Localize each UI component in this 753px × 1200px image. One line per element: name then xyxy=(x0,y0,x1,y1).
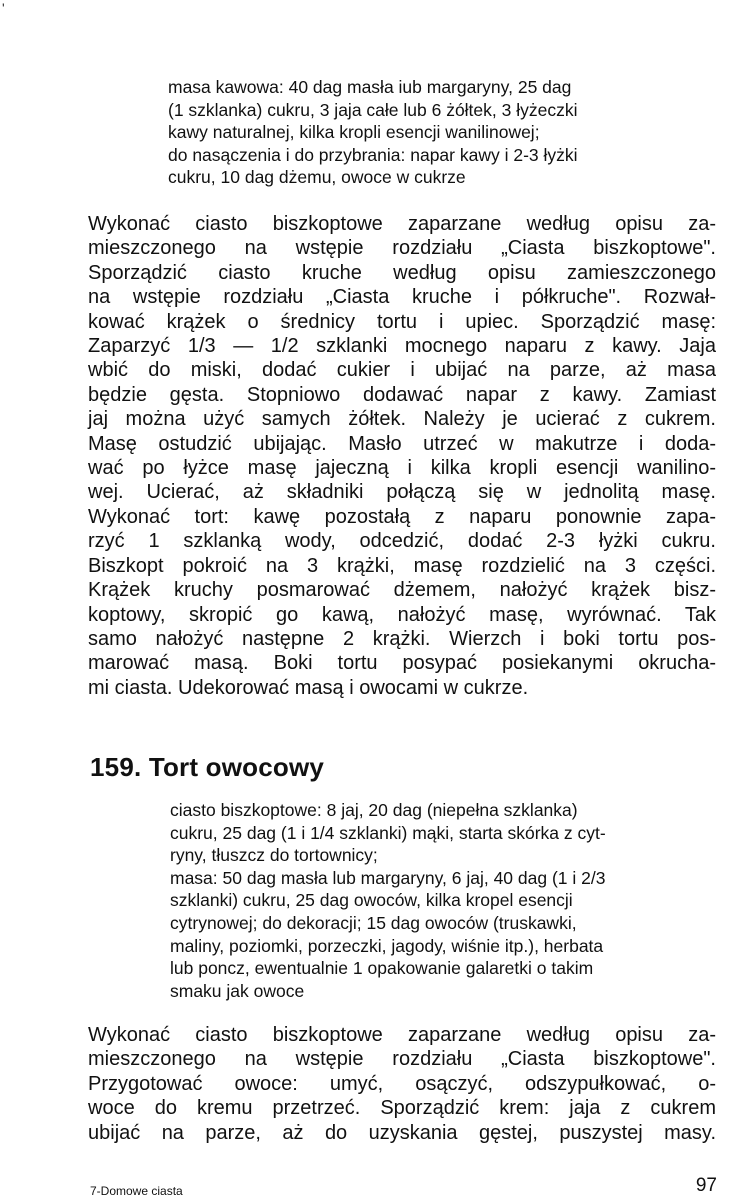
ingredients-block-1 xyxy=(168,76,716,189)
instruction-line: na wstępie rozdziału „Ciasta kruche i półkruche". Rozwał- xyxy=(88,286,716,309)
instruction-line: wej. Ucierać, aż składniki połączą się w jednolitą masę. xyxy=(88,481,716,504)
ingredients-paragraph xyxy=(170,799,716,867)
instruction-line: rzyć 1 szklanką wody, odcedzić, dodać 2-3 łyżki cukru. xyxy=(88,530,716,553)
signature-mark: 7-Domowe ciasta xyxy=(90,1184,183,1198)
instruction-line: wbić do miski, dodać cukier i ubijać na parze, aż masa xyxy=(88,359,716,382)
instruction-line: Biszkopt pokroić na 3 krążki, masę rozdzielić na 3 części. xyxy=(88,554,716,577)
instruction-line: mi ciasta. Udekorować masą i owocami w cukrze. xyxy=(88,676,529,699)
page-number: 97 xyxy=(695,1175,717,1196)
instruction-line: jaj można użyć samych żółtek. Należy je ucierać z cukrem. xyxy=(88,408,716,431)
instruction-line: mieszczonego na wstępie rozdziału „Ciasta biszkoptowe". xyxy=(88,1048,716,1071)
ingredients-paragraph xyxy=(168,76,716,144)
ingredient-line: ciasto biszkoptowe: 8 jaj, 20 dag (niepełna szklanka) xyxy=(170,800,578,820)
instruction-line: woce do kremu przetrzeć. Sporządzić krem: jaja z cukrem xyxy=(88,1097,716,1120)
instruction-line: Sporządzić ciasto kruche według opisu zamieszczonego xyxy=(88,261,716,284)
instruction-line: Zaparzyć 1/3 — 1/2 szklanki mocnego naparu z kawy. Jaja xyxy=(88,335,716,358)
instruction-line: mieszczonego na wstępie rozdziału „Ciasta biszkoptowe". xyxy=(88,237,716,260)
instruction-line: koptowy, skropić go kawą, nałożyć masę, wyrównać. Tak xyxy=(88,603,716,626)
ingredient-line: lub poncz, ewentualnie 1 opakowanie galaretki o takim xyxy=(170,958,594,979)
instruction-line: wać po łyżce masę jajeczną i kilka kropli esencji wanilino- xyxy=(88,457,716,480)
instruction-line: będzie gęsta. Stopniowo dodawać napar z kawy. Zamiast xyxy=(88,383,716,406)
ingredient-line: cukru, 10 dag dżemu, owoce w cukrze xyxy=(168,167,466,188)
instruction-line: Krążek kruchy posmarować dżemem, nałożyć krążek bisz- xyxy=(88,579,716,602)
instruction-line: ubijać na parze, aż do uzyskania gęstej, puszystej masy. xyxy=(88,1121,716,1144)
ingredients-paragraph xyxy=(168,144,716,189)
instruction-line: Masę ostudzić ubijając. Masło utrzeć w makutrze i doda- xyxy=(88,432,716,455)
instruction-line: Wykonać ciasto biszkoptowe zaparzane według opisu za- xyxy=(88,213,716,235)
ingredient-line: masa: 50 dag masła lub margaryny, 6 jaj, 40 dag (1 i 2/3 xyxy=(170,867,606,888)
instruction-line: Przygotować owoce: umyć, osączyć, odszypułkować, o- xyxy=(88,1072,716,1095)
ingredient-line: smaku jak owoce xyxy=(170,980,305,1001)
ingredient-line: masa kawowa: 40 dag masła iub margaryny, 25 dag xyxy=(168,77,572,97)
instructions-block-2 xyxy=(88,1023,716,1145)
instruction-line: kować krążek o średnicy tortu i upiec. Sporządzić masę: xyxy=(88,310,716,333)
ingredients-block-2 xyxy=(170,799,716,1002)
ingredient-line: ryny, tłuszcz do tortownicy; xyxy=(170,845,378,866)
instruction-line: Wykonać tort: kawę pozostałą z naparu ponownie zapa- xyxy=(88,505,716,528)
instruction-line: Wykonać ciasto biszkoptowe zaparzane według opisu za- xyxy=(88,1024,716,1046)
ingredient-line: cukru, 25 dag (1 i 1/4 szklanki) mąki, starta skórka z cyt- xyxy=(170,822,606,843)
ingredient-line: szklanki) cukru, 25 dag owoców, kilka kropel esencji xyxy=(170,890,573,911)
scan-mark: ' xyxy=(2,0,5,16)
recipe-title: 159. Tort owocowy xyxy=(90,752,325,782)
ingredient-line: do nasączenia i do przybrania: napar kawy i 2-3 łyżki xyxy=(168,144,578,165)
instructions-block-1 xyxy=(88,212,716,700)
ingredient-line: maliny, poziomki, porzeczki, jagody, wiśnie itp.), herbata xyxy=(170,935,604,956)
instruction-line: samo nałożyć następne 2 krążki. Wierzch i boki tortu pos- xyxy=(88,627,716,650)
ingredient-line: (1 szklanka) cukru, 3 jaja całe lub 6 żółtek, 3 łyżeczki xyxy=(168,99,578,120)
ingredients-paragraph xyxy=(170,867,716,1003)
ingredient-line: kawy naturalnej, kilka kropli esencji wanilinowej; xyxy=(168,122,540,143)
ingredient-line: cytrynowej; do dekoracji; 15 dag owoców (truskawki, xyxy=(170,912,577,933)
instruction-line: marować masą. Boki tortu posypać posiekanymi okrucha- xyxy=(88,652,716,675)
